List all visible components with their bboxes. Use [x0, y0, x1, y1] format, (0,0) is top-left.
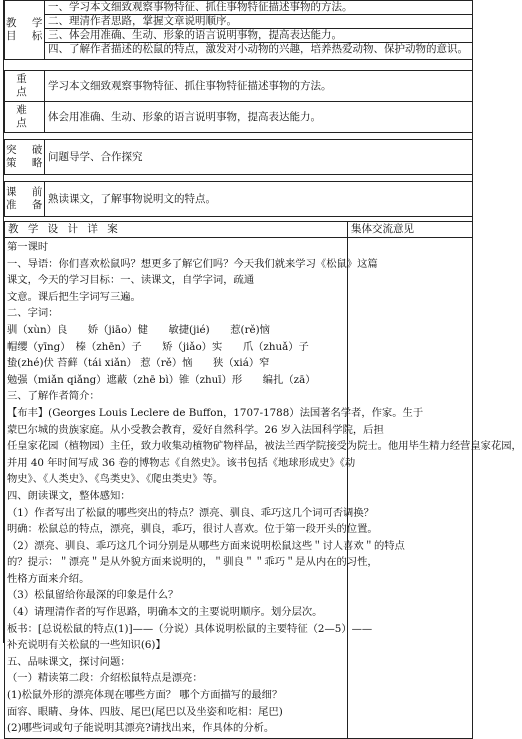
design-line: 补充说明有关松鼠的一些知识(6)】: [7, 639, 166, 652]
key-point-label: 重 点: [5, 71, 45, 102]
objective-item: 二、理清作者思路，掌握文章说明顺序。: [45, 15, 472, 29]
objectives-row: [5, 1, 473, 60]
design-line: (1)松鼠外形的漂亮体现在哪些方面？ 哪个方面描写的最细？: [7, 689, 283, 702]
design-header-title: [5, 222, 348, 238]
objectives-label: [5, 1, 49, 60]
objectives-label-line-2: 目 标: [6, 30, 49, 42]
design-header-discussion: [348, 222, 473, 238]
difficulty-text: [45, 102, 473, 133]
design-line: （3）松鼠留给你最深的印象是什么？: [7, 589, 179, 602]
design-header-left: 教 学 设 计 详 案: [8, 223, 121, 235]
design-line: (2)哪些词或句子能说明其漂亮?请找出来，作具体的分析。: [7, 722, 275, 735]
design-body: [5, 238, 522, 739]
design-header-right: 集体交流意见: [351, 223, 414, 235]
design-line: （一）精读第二段：介绍松鼠特点是漂亮：: [7, 672, 203, 685]
design-line: 第一课时: [7, 241, 49, 253]
objective-item: 三、体会用准确、生动、形象的语言说明事物，提高表达能力。: [45, 29, 472, 43]
objectives-content: [45, 1, 473, 60]
key-point-item: 学习本文细致观察事物特征、抓住事物特征描述事物的方法。: [48, 79, 332, 92]
design-line: 性格方面来介绍。: [7, 572, 90, 585]
design-line: 勉强（miǎn qiǎng）遮蔽（zhē bì）锥（zhuī）形 编扎（zā）: [7, 373, 316, 386]
difficulty-label: 难 点: [5, 102, 45, 133]
strategy-label: [5, 140, 49, 175]
design-line: 蒙巴尔城的贵族家庭。从小受教会教育，爱好自然科学。26 岁入法国科学院，后担: [7, 423, 384, 436]
design-line: 板书：[总说松鼠的特点(1)]——（分说）具体说明松鼠的主要特征（2—5）——: [7, 622, 373, 635]
discussion-notes-column: [348, 238, 473, 739]
preparation-text: 熟读课文，了解事物说明文的特点。: [45, 182, 473, 217]
design-lines: [7, 239, 522, 737]
preparation-label: [5, 182, 49, 217]
strategy-row: [5, 140, 473, 175]
strategy-text: 问题导学、合作探究: [45, 140, 473, 175]
lesson-plan-document: [3, 0, 522, 735]
design-line: 五、品味课文，探讨问题：: [7, 655, 131, 668]
design-line: 三、了解作者简介：: [7, 390, 100, 403]
design-line: （4）请理清作者的写作思路，明确本文的主要说明顺序。划分层次。: [7, 606, 323, 619]
difficulty-row: [5, 102, 473, 133]
design-line: 明确：松鼠总的特点，漂亮，驯良，乖巧，很讨人喜欢。位于第一段开头的位置。: [7, 523, 378, 536]
section-gap: [5, 60, 473, 71]
section-gap: [5, 175, 473, 182]
design-line: 并用 40 年时间写成 36 卷的博物志《自然史》。该书包括《地球形成史》《动: [7, 456, 356, 469]
design-line: 四、朗读课文，整体感知：: [7, 489, 131, 502]
design-line: 驯（xùn）良 娇（jiāo）健 敏捷(jié) 惹(rě)恼: [7, 323, 270, 336]
design-line: 一、导语：你们喜欢松鼠吗？想更多了解它们吗？今天我们就来学习《松鼠》这篇: [7, 257, 378, 270]
design-line: （2）漂亮、驯良、乖巧这几个词分别是从哪些方面来说明松鼠这些＂讨人喜欢＂的特点: [7, 539, 405, 552]
design-line: 蛰(zhé)伏 苔藓（tái xiǎn） 惹（rě）恼 狭（xiá）窄: [7, 357, 270, 370]
key-points-row: [5, 71, 473, 102]
design-line: 物史》、《人类史》、《鸟类史》、《爬虫类史》等。: [7, 473, 224, 486]
objectives-label-line-1: 教 学: [6, 17, 49, 29]
design-body-row: [5, 238, 473, 739]
preparation-label-line-1: 课 前: [6, 186, 49, 198]
section-gap: [5, 133, 473, 140]
objective-item: 四、了解作者描述的松鼠的特点，激发对小动物的兴趣，培养热爱动物、保护动物的意识。: [48, 43, 468, 55]
lesson-plan-table: [4, 0, 522, 739]
key-point-text: [45, 71, 473, 102]
design-header-row: [5, 222, 473, 238]
design-line: 任皇家花园（植物园）主任，致力收集动植物矿物样品，被法兰西学院接受为院士。他用毕生精力经营皇家花园，: [7, 440, 522, 453]
strategy-label-line-2: 策 略: [6, 157, 49, 169]
design-line: （1）作者写出了松鼠的哪些突出的特点？漂亮、驯良、乖巧这几个词可否调换？: [7, 506, 374, 519]
design-line: 面容、眼睛、身体、四肢、尾巴(尾巴以及坐姿和吃相：尾巴): [7, 705, 283, 718]
difficulty-item: 体会用准确、生动、形象的语言说明事物，提高表达能力。: [48, 110, 321, 123]
strategy-label-line-1: 突 破: [6, 144, 49, 156]
design-line: 文意。课后把生字词写三遍。: [7, 290, 141, 303]
preparation-row: [5, 182, 473, 217]
design-line: 的？提示：＂漂亮＂是从外貌方面来说明的，＂驯良＂＂乖巧＂是从内在的习性，: [7, 556, 378, 569]
design-line: 课文，今天的学习目标：一、读课文，自学字词，疏通: [7, 274, 255, 287]
design-line: 帽缨（yīng） 榛（zhēn）子 矫（jiǎo）实 爪（zhuǎ）子: [7, 340, 309, 353]
design-line: 【布丰】(Georges Louis Leclere de Buffon，1707-1788）法国著名学者，作家。生于: [7, 406, 424, 419]
design-line: 二、字词：: [7, 307, 59, 320]
objective-item: 一、学习本文细致观察事物特征、抓住事物特征描述事物的方法。: [45, 1, 472, 15]
preparation-label-line-2: 准 备: [6, 199, 49, 211]
